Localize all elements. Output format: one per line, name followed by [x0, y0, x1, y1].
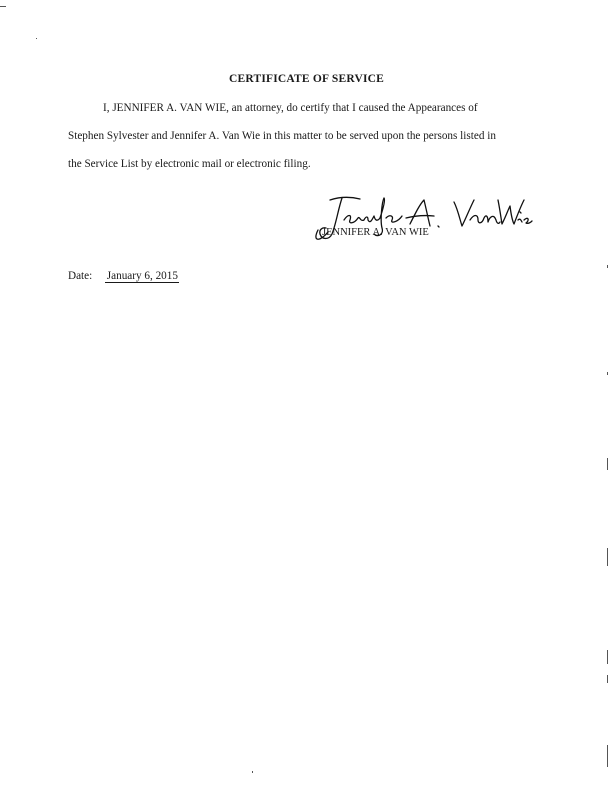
date-label: Date:: [68, 270, 93, 282]
signature-drawing: [302, 190, 532, 250]
body-line-2: Stephen Sylvester and Jennifer A. Van Wie in this matter to be served upon the persons listed in: [68, 130, 496, 142]
scan-mark: [607, 372, 608, 375]
body-line-3: the Service List by electronic mail or electronic filing.: [68, 158, 311, 170]
scan-mark: [607, 650, 608, 664]
handwritten-signature: [302, 190, 532, 250]
scan-mark: [607, 265, 608, 268]
scan-mark: [252, 771, 253, 773]
scan-mark: [607, 458, 608, 470]
scan-mark: [0, 6, 6, 7]
scan-mark: [607, 675, 608, 683]
scan-mark: [607, 548, 608, 566]
scan-mark: [36, 38, 37, 39]
body-line-1: I, JENNIFER A. VAN WIE, an attorney, do certify that I caused the Appearances of: [103, 102, 478, 114]
scan-mark: [607, 745, 608, 767]
printed-signer-name: JENNIFER A. VAN WIE: [322, 227, 429, 238]
date-value: January 6, 2015: [106, 270, 178, 282]
document-title: CERTIFICATE OF SERVICE: [228, 73, 385, 85]
date-row: [68, 270, 179, 283]
